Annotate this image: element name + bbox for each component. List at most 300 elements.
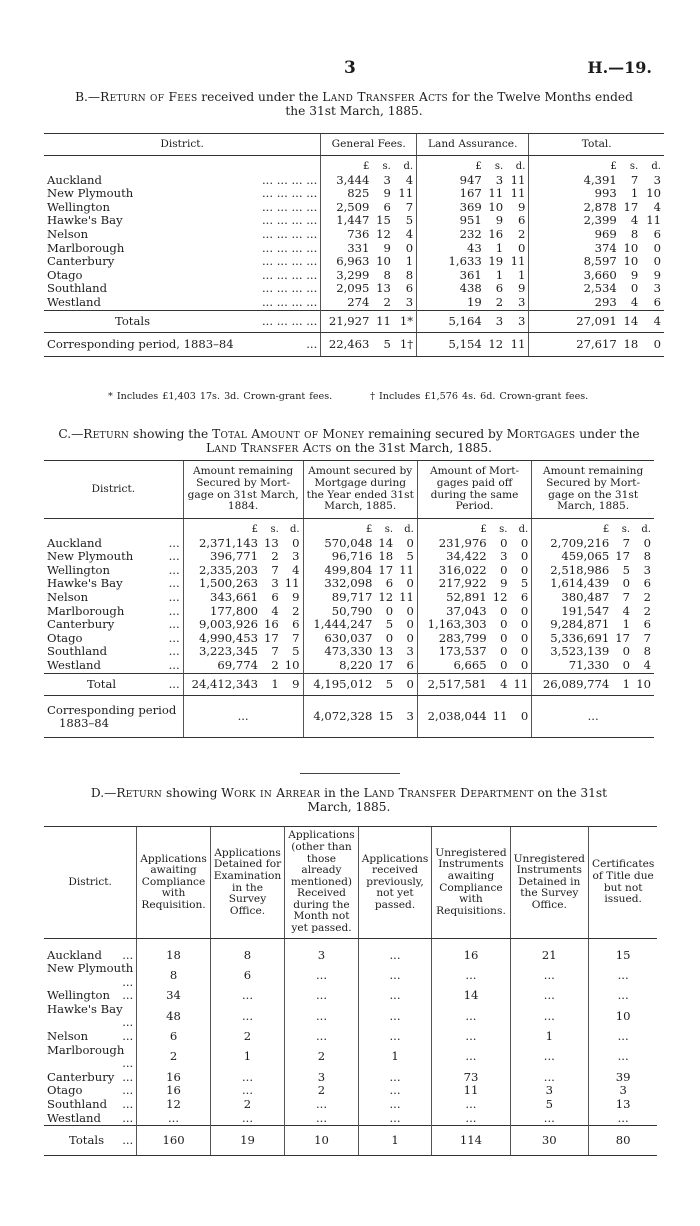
amount-pounds: 191,547 bbox=[532, 605, 613, 619]
amount-pounds: 2,534 bbox=[529, 282, 620, 296]
amount-shillings: 16 bbox=[264, 617, 279, 632]
leader-dots: ... ... ... ... bbox=[262, 213, 318, 228]
district-label: Southland bbox=[47, 281, 108, 296]
amount-shillings: 11 bbox=[488, 186, 504, 201]
amount-shillings: 6 bbox=[495, 281, 504, 296]
amount-pounds: 2,095 bbox=[321, 282, 373, 296]
amount-pence: 10 bbox=[633, 673, 654, 696]
unit-shilling: s. bbox=[621, 524, 631, 535]
count-cell: 6 bbox=[137, 1030, 211, 1044]
table-b-title: B.—Return of Fees received under the Land Transfer Acts for the Twelve Months ended the 31st March, 1885. bbox=[75, 90, 633, 118]
leader-dots: ... ... ... ... bbox=[262, 267, 318, 282]
amount-pounds: 52,891 bbox=[417, 591, 489, 605]
unit-pence: d. bbox=[518, 524, 529, 535]
amount-pence: 0 bbox=[653, 254, 661, 269]
district-label: Marlborough bbox=[47, 603, 125, 618]
amount-pence: 0 bbox=[406, 603, 414, 618]
table-row bbox=[44, 605, 654, 619]
amount-shillings: 2 bbox=[495, 294, 504, 309]
district-label: Otago bbox=[47, 1083, 83, 1098]
page-number: 3 bbox=[344, 58, 356, 78]
table-row bbox=[44, 618, 654, 632]
district-name bbox=[44, 645, 183, 659]
district-name bbox=[44, 550, 183, 564]
amount-pence: 10 bbox=[284, 657, 300, 672]
district-label: Auckland bbox=[47, 535, 102, 550]
amount-shillings: 0 bbox=[500, 657, 508, 672]
total-cell: 30 bbox=[510, 1126, 588, 1156]
amount-pounds: 9,284,871 bbox=[532, 618, 613, 632]
district-label: Canterbury bbox=[47, 617, 115, 632]
amount-pence: 5 bbox=[520, 576, 529, 591]
count-cell: 18 bbox=[137, 949, 211, 963]
amount-pounds: 3,523,139 bbox=[532, 645, 613, 659]
leader-dots: ... bbox=[168, 676, 180, 691]
amount-pounds: 293 bbox=[529, 296, 620, 310]
count-cell: 12 bbox=[137, 1098, 211, 1112]
amount-pounds: 380,487 bbox=[532, 591, 613, 605]
count-cell: ... bbox=[510, 1044, 588, 1071]
district-label: Southland bbox=[47, 644, 108, 659]
amount-shillings: 0 bbox=[622, 644, 631, 659]
amount-shillings: 5 bbox=[385, 617, 394, 632]
amount-pounds: 316,022 bbox=[417, 564, 489, 578]
district-name bbox=[44, 269, 321, 283]
table-row bbox=[44, 269, 664, 283]
amount-pence: 3 bbox=[653, 172, 661, 187]
district-label: Total bbox=[87, 676, 117, 691]
spacer-cell bbox=[285, 939, 359, 949]
column-header-district: District. bbox=[44, 461, 183, 519]
unit-pound: £ bbox=[417, 519, 489, 537]
district-name bbox=[44, 1098, 137, 1112]
count-cell: 16 bbox=[432, 949, 510, 963]
count-cell: 11 bbox=[432, 1084, 510, 1098]
amount-pounds: 9,003,926 bbox=[183, 618, 261, 632]
amount-shillings: 9 bbox=[383, 186, 391, 201]
amount-pounds: 2,709,216 bbox=[532, 537, 613, 551]
count-cell: ... bbox=[510, 989, 588, 1003]
amount-pence: 3 bbox=[518, 294, 526, 309]
district-label: Hawke's Bay bbox=[47, 213, 123, 228]
count-cell: 8 bbox=[210, 949, 284, 963]
amount-pence: 11 bbox=[399, 562, 414, 577]
leader-dots: ... bbox=[168, 549, 180, 564]
count-cell: ... bbox=[358, 1084, 432, 1098]
amount-pounds: 2,399 bbox=[529, 214, 620, 228]
amount-shillings: 5 bbox=[375, 673, 396, 696]
table-row bbox=[44, 989, 657, 1003]
amount-pence: 2 bbox=[643, 589, 651, 604]
table-row bbox=[44, 564, 654, 578]
amount-pence: 0 bbox=[520, 644, 529, 659]
amount-pounds: 274 bbox=[321, 296, 373, 310]
unit-shilling: s. bbox=[382, 161, 391, 172]
amount-shillings: 12 bbox=[492, 589, 508, 604]
spacer-cell bbox=[210, 939, 284, 949]
amount-shillings: 1 bbox=[495, 267, 504, 282]
column-header-land-assurance: Land Assurance. bbox=[417, 134, 529, 156]
amount-pence: 9 bbox=[653, 267, 661, 282]
amount-shillings: 3 bbox=[485, 310, 506, 333]
count-cell: ... bbox=[358, 1003, 432, 1030]
count-cell: ... bbox=[588, 989, 657, 1003]
district-label: Canterbury bbox=[47, 254, 115, 269]
amount-pence: 0 bbox=[406, 630, 414, 645]
amount-pence: 4 bbox=[653, 199, 661, 214]
leader-dots: ... bbox=[122, 1083, 134, 1098]
district-name bbox=[44, 1112, 137, 1126]
district-label: New Plymouth bbox=[47, 549, 134, 564]
amount-pence: 0 bbox=[520, 617, 529, 632]
table-row bbox=[44, 962, 657, 989]
count-cell: 2 bbox=[210, 1098, 284, 1112]
amount-pounds: 1,444,247 bbox=[303, 618, 375, 632]
amount-pounds: 396,771 bbox=[183, 550, 261, 564]
district-label: Nelson bbox=[47, 226, 89, 241]
amount-shillings: 10 bbox=[623, 254, 639, 269]
amount-shillings: 1 bbox=[622, 617, 631, 632]
amount-shillings: 2 bbox=[383, 294, 391, 309]
spacer-cell bbox=[137, 939, 211, 949]
amount-shillings: 17 bbox=[623, 199, 639, 214]
leader-dots: ... bbox=[122, 1069, 134, 1084]
count-cell: ... bbox=[137, 1112, 211, 1126]
amount-pounds: 438 bbox=[417, 282, 485, 296]
amount-pounds: 5,336,691 bbox=[532, 632, 613, 646]
district-label: Wellington bbox=[47, 988, 110, 1003]
amount-shillings: 14 bbox=[620, 310, 641, 333]
amount-pounds: 630,037 bbox=[303, 632, 375, 646]
district-name bbox=[44, 282, 321, 296]
leader-dots: ... bbox=[168, 657, 180, 672]
amount-pence: 6 bbox=[518, 213, 526, 228]
amount-shillings: 17 bbox=[378, 562, 394, 577]
amount-pounds: 951 bbox=[417, 214, 485, 228]
amount-pounds: 2,371,143 bbox=[183, 537, 261, 551]
unit-pence: d. bbox=[515, 161, 526, 172]
unit-pound: £ bbox=[321, 156, 373, 174]
district-name bbox=[44, 187, 321, 201]
amount-pence: 5 bbox=[405, 213, 414, 228]
district-name bbox=[44, 174, 321, 188]
corresponding-label: Corresponding period bbox=[47, 702, 177, 717]
table-d bbox=[44, 826, 657, 1156]
column-header-received-previously: Applications received previously, not yet passed. bbox=[358, 827, 432, 939]
amount-pounds: 499,804 bbox=[303, 564, 375, 578]
amount-pounds: 8,597 bbox=[529, 255, 620, 269]
leader-dots: ... ... ... ... bbox=[262, 186, 318, 201]
amount-shillings: 0 bbox=[500, 535, 508, 550]
column-header-district: District. bbox=[44, 827, 137, 939]
amount-pence: 3 bbox=[292, 549, 300, 564]
amount-pounds: 2,518,986 bbox=[532, 564, 613, 578]
amount-shillings: 18 bbox=[378, 549, 394, 564]
amount-shillings: 0 bbox=[500, 562, 508, 577]
amount-pounds: 43 bbox=[417, 242, 485, 256]
district-name bbox=[44, 242, 321, 256]
column-header-remaining-1884: Amount remaining Secured by Mort-gage on 31st March, 1884. bbox=[183, 461, 303, 519]
table-row bbox=[44, 174, 664, 188]
amount-shillings: 10 bbox=[376, 254, 391, 269]
unit-shilling: s. bbox=[270, 524, 279, 535]
table-b-footnotes bbox=[108, 391, 588, 402]
amount-pence: 2 bbox=[292, 603, 300, 618]
amount-pounds: 4,195,012 bbox=[303, 673, 375, 696]
count-cell: ... bbox=[358, 1112, 432, 1126]
empty-value: ... bbox=[183, 696, 303, 738]
amount-pounds: 570,048 bbox=[303, 537, 375, 551]
amount-pence: 0 bbox=[292, 535, 300, 550]
amount-shillings: 9 bbox=[630, 267, 639, 282]
district-label: Southland bbox=[47, 1097, 108, 1112]
amount-shillings: 5 bbox=[372, 333, 393, 357]
column-header-awaiting-compliance: Applications awaiting Compliance with Requisition. bbox=[137, 827, 211, 939]
column-header-district: District. bbox=[44, 134, 321, 156]
amount-shillings: 0 bbox=[622, 657, 631, 672]
table-row bbox=[44, 591, 654, 605]
amount-pence: 6 bbox=[653, 226, 661, 241]
district-name bbox=[44, 673, 183, 696]
amount-pounds: 3,299 bbox=[321, 269, 373, 283]
spacer-cell bbox=[358, 939, 432, 949]
count-cell: ... bbox=[358, 962, 432, 989]
district-name bbox=[44, 1071, 137, 1085]
table-row bbox=[44, 187, 664, 201]
amount-pence: 0 bbox=[520, 603, 529, 618]
amount-shillings: 1 bbox=[495, 240, 504, 255]
amount-pounds: 283,799 bbox=[417, 632, 489, 646]
count-cell: 48 bbox=[137, 1003, 211, 1030]
amount-pence: 0 bbox=[405, 240, 414, 255]
column-header-total: Total. bbox=[529, 134, 664, 156]
amount-pounds: 947 bbox=[417, 174, 485, 188]
amount-shillings: 6 bbox=[271, 589, 279, 604]
unit-cell bbox=[44, 156, 321, 174]
amount-pounds: 3,223,345 bbox=[183, 645, 261, 659]
amount-shillings: 19 bbox=[488, 254, 504, 269]
amount-pence: 5 bbox=[292, 644, 300, 659]
leader-dots: ... bbox=[122, 1132, 134, 1147]
leader-dots: ... ... ... ... bbox=[262, 172, 318, 187]
amount-shillings: 4 bbox=[630, 294, 639, 309]
amount-pounds: 177,800 bbox=[183, 605, 261, 619]
amount-pence: 0 bbox=[520, 549, 529, 564]
amount-pence: 4 bbox=[405, 226, 414, 241]
amount-shillings: 1 bbox=[612, 673, 633, 696]
count-cell: ... bbox=[510, 962, 588, 989]
unit-pound: £ bbox=[303, 519, 375, 537]
amount-pence: 0 bbox=[643, 535, 651, 550]
amount-pounds: 2,878 bbox=[529, 201, 620, 215]
amount-pounds: 69,774 bbox=[183, 659, 261, 673]
amount-pence: 9 bbox=[292, 589, 300, 604]
amount-pounds: 167 bbox=[417, 187, 485, 201]
amount-pence: 2 bbox=[643, 603, 651, 618]
amount-shillings: 15 bbox=[375, 696, 396, 738]
amount-pence: 11 bbox=[506, 333, 529, 357]
amount-pounds: 3,444 bbox=[321, 174, 373, 188]
table-row bbox=[44, 659, 654, 673]
amount-pence: 1 bbox=[518, 267, 526, 282]
amount-shillings: 17 bbox=[378, 657, 394, 672]
amount-pounds: 825 bbox=[321, 187, 373, 201]
count-cell: 3 bbox=[510, 1084, 588, 1098]
amount-pence: 0 bbox=[510, 696, 531, 738]
leader-dots: ... ... ... ... bbox=[262, 226, 318, 241]
amount-shillings: 9 bbox=[383, 240, 391, 255]
amount-shillings: 3 bbox=[495, 172, 504, 187]
amount-shillings: 7 bbox=[630, 172, 639, 187]
amount-pence: 8 bbox=[643, 549, 651, 564]
district-label: Otago bbox=[47, 630, 83, 645]
amount-pounds: 1,447 bbox=[321, 214, 373, 228]
district-label: Hawke's Bay bbox=[47, 576, 123, 591]
district-name bbox=[44, 564, 183, 578]
total-cell: 160 bbox=[137, 1126, 211, 1156]
leader-dots: ... ... ... ... bbox=[262, 313, 318, 328]
count-cell: 15 bbox=[588, 949, 657, 963]
count-cell: 13 bbox=[588, 1098, 657, 1112]
amount-pounds: 89,717 bbox=[303, 591, 375, 605]
district-label: Auckland bbox=[47, 947, 102, 962]
total-cell: 114 bbox=[432, 1126, 510, 1156]
amount-pence: 0 bbox=[396, 673, 417, 696]
count-cell: ... bbox=[588, 1112, 657, 1126]
district-name bbox=[44, 605, 183, 619]
count-cell: ... bbox=[358, 1071, 432, 1085]
amount-pence: 4 bbox=[405, 172, 414, 187]
amount-shillings: 3 bbox=[271, 576, 279, 591]
count-cell: 3 bbox=[285, 949, 359, 963]
unit-shilling: s. bbox=[629, 161, 639, 172]
district-label: Marlborough bbox=[47, 240, 125, 255]
district-label: Otago bbox=[47, 267, 83, 282]
amount-shillings: 0 bbox=[385, 630, 394, 645]
amount-shillings: 0 bbox=[630, 281, 639, 296]
leader-dots: ... bbox=[168, 535, 180, 550]
amount-pence: 3 bbox=[406, 644, 414, 659]
district-name bbox=[44, 1126, 137, 1156]
count-cell: ... bbox=[358, 989, 432, 1003]
count-cell: ... bbox=[210, 1003, 284, 1030]
amount-shillings: 0 bbox=[385, 603, 394, 618]
amount-pounds: 71,330 bbox=[532, 659, 613, 673]
count-cell: ... bbox=[285, 1030, 359, 1044]
leader-dots: ... bbox=[168, 603, 180, 618]
unit-pound: £ bbox=[183, 519, 261, 537]
total-cell: 1 bbox=[358, 1126, 432, 1156]
unit-pound: £ bbox=[532, 519, 613, 537]
amount-pounds: 1,633 bbox=[417, 255, 485, 269]
district-name bbox=[44, 632, 183, 646]
unit-cell bbox=[44, 519, 183, 537]
column-header-certificates-due: Certificates of Title due but not issued. bbox=[588, 827, 657, 939]
district-name bbox=[44, 296, 321, 310]
totals-row bbox=[44, 310, 664, 333]
count-cell: ... bbox=[285, 1098, 359, 1112]
column-header-general-fees: General Fees. bbox=[321, 134, 417, 156]
amount-pounds: 2,517,581 bbox=[417, 673, 489, 696]
amount-pence: 10 bbox=[646, 186, 661, 201]
amount-pounds: 217,922 bbox=[417, 577, 489, 591]
amount-pence: 7 bbox=[405, 199, 414, 214]
amount-pounds: 473,330 bbox=[303, 645, 375, 659]
amount-pence: 0 bbox=[520, 562, 529, 577]
amount-pounds: 232 bbox=[417, 228, 485, 242]
amount-pence: 6 bbox=[520, 589, 529, 604]
amount-pounds: 50,790 bbox=[303, 605, 375, 619]
table-row bbox=[44, 1071, 657, 1085]
count-cell: 8 bbox=[137, 962, 211, 989]
amount-pence: 6 bbox=[405, 281, 414, 296]
footnote-crown-grant-1: * Includes £1,403 17s. 3d. Crown-grant fees. bbox=[108, 391, 333, 402]
table-row bbox=[44, 228, 664, 242]
amount-pence: 0 bbox=[406, 617, 414, 632]
district-label: Corresponding period, 1883–84 bbox=[47, 336, 234, 351]
count-cell: 10 bbox=[588, 1003, 657, 1030]
amount-pence: 4 bbox=[641, 310, 664, 333]
amount-pounds: 369 bbox=[417, 201, 485, 215]
district-label: New Plymouth bbox=[47, 961, 134, 976]
amount-pence: 3 bbox=[405, 294, 414, 309]
amount-shillings: 18 bbox=[620, 333, 641, 357]
count-cell: ... bbox=[285, 1112, 359, 1126]
amount-shillings: 10 bbox=[623, 240, 639, 255]
leader-dots: ... bbox=[306, 336, 318, 351]
district-label: Westland bbox=[47, 294, 101, 309]
amount-pence: 11 bbox=[510, 673, 531, 696]
table-row bbox=[44, 242, 664, 256]
count-cell: 2 bbox=[137, 1044, 211, 1071]
amount-pounds: 4,990,453 bbox=[183, 632, 261, 646]
district-name bbox=[44, 214, 321, 228]
count-cell: 21 bbox=[510, 949, 588, 963]
amount-shillings: 14 bbox=[378, 535, 394, 550]
amount-pence: 9 bbox=[282, 673, 303, 696]
district-label: Nelson bbox=[47, 1029, 89, 1044]
amount-shillings: 0 bbox=[622, 576, 631, 591]
amount-pounds: 22,463 bbox=[321, 333, 373, 357]
amount-pence: 3 bbox=[396, 696, 417, 738]
document-reference: H.—19. bbox=[587, 58, 652, 77]
table-b bbox=[44, 133, 664, 357]
column-header-remaining-1885: Amount remaining Secured by Mort-gage on the 31st March, 1885. bbox=[532, 461, 654, 519]
district-label: Wellington bbox=[47, 199, 110, 214]
amount-pence: 11 bbox=[510, 186, 526, 201]
amount-pence: 8 bbox=[643, 644, 651, 659]
amount-shillings: 11 bbox=[490, 696, 511, 738]
count-cell: 34 bbox=[137, 989, 211, 1003]
leader-dots: ... bbox=[122, 1056, 134, 1071]
table-c bbox=[44, 460, 654, 738]
table-row bbox=[44, 632, 654, 646]
district-name bbox=[44, 962, 137, 989]
leader-dots: ... ... ... ... bbox=[262, 240, 318, 255]
amount-pence: 6 bbox=[643, 617, 651, 632]
district-label: New Plymouth bbox=[47, 186, 134, 201]
amount-pounds: 5,154 bbox=[417, 333, 485, 357]
count-cell: 6 bbox=[210, 962, 284, 989]
count-cell: ... bbox=[432, 1044, 510, 1071]
amount-pence: 6 bbox=[643, 576, 651, 591]
amount-shillings: 2 bbox=[271, 549, 279, 564]
amount-shillings: 3 bbox=[500, 549, 508, 564]
column-header-secured-during-year: Amount secured by Mortgage during the Year ended 31st March, 1885. bbox=[303, 461, 417, 519]
amount-shillings: 4 bbox=[630, 213, 639, 228]
leader-dots: ... bbox=[122, 988, 134, 1003]
footnote-crown-grant-2: † Includes £1,576 4s. 6d. Crown-grant fees. bbox=[370, 391, 589, 402]
